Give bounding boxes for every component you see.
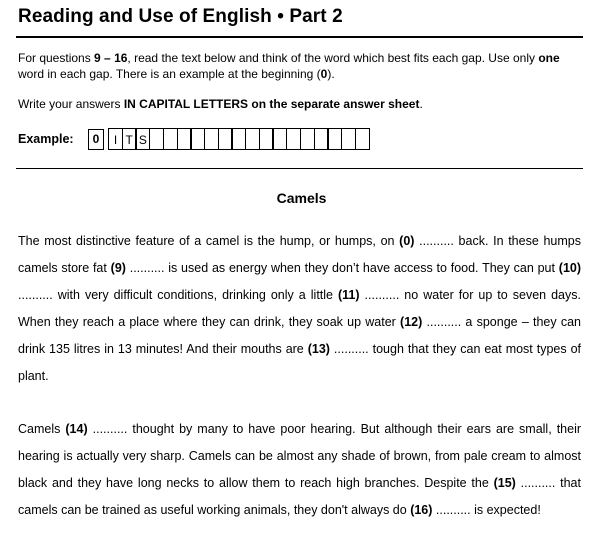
example-label: Example: (18, 132, 74, 146)
question-range: 9 – 16 (94, 51, 128, 65)
part-title: Reading and Use of English • Part 2 (18, 6, 343, 27)
gap-number: (0) (399, 234, 415, 248)
passage-text: .......... is used as energy when they don’t have access to food. They can put (125, 261, 559, 275)
passage-text: .......... no water for up to seven days. When they reach a place where they can drink, they soak up water (18, 288, 581, 329)
passage-paragraph-1 (18, 228, 581, 390)
instructions-text: . (419, 97, 423, 111)
example-letter-box: T (122, 128, 137, 150)
passage-text: The most distinctive feature of a camel is the hump, or humps, on (18, 234, 400, 248)
passage-text: .......... tough that they can eat most types of plant. (18, 342, 581, 383)
instructions-text: , read the text below and think of the word which best fits each gap. Use only (127, 51, 539, 65)
gap-number: (9) (110, 261, 126, 275)
passage-text: Camels (18, 422, 66, 436)
paragraph-text (18, 228, 581, 390)
gap-number: (11) (338, 288, 360, 302)
instructions-text: For questions (18, 51, 95, 65)
instructions-text: Write your answers (18, 97, 124, 111)
instructions-emphasis: one (538, 51, 560, 65)
example-number-box: 0 (88, 129, 104, 150)
example-letter-boxes (108, 128, 370, 150)
passage-text: .......... thought by many to have poor hearing. But although their ears are small, their hearing is actually very sharp. Camels can be almost any shade of brown, from pale cream to almost black and they have long necks to allow them to reach high branches. Despite the (18, 422, 582, 490)
instructions-emphasis: IN CAPITAL LETTERS on the separate answer sheet (123, 97, 420, 111)
passage-text: .......... back. In these humps camels store fat (18, 234, 581, 275)
instructions (18, 50, 584, 112)
passage-text: .......... that camels can be trained as useful working animals, they don't always do (18, 476, 581, 517)
passage-text: .......... is expected! (432, 503, 541, 517)
gap-number: (15) (493, 476, 516, 490)
paragraph-text (18, 416, 581, 524)
gap-number: (13) (307, 342, 330, 356)
passage-text: .......... with very difficult conditions, drinking only a little (18, 288, 338, 302)
section-divider (16, 168, 583, 169)
gap-number: (16) (410, 503, 433, 517)
instructions-line-2 (18, 96, 584, 112)
gap-number: (14) (65, 422, 88, 436)
example-letter-box: S (135, 128, 150, 150)
example-letter-box: I (108, 128, 123, 150)
passage-paragraph-2 (18, 416, 581, 524)
instructions-text: word in each gap. There is an example at the beginning ( (18, 67, 321, 81)
title-underline (16, 36, 583, 38)
text-title: Camels (276, 190, 327, 206)
passage-text: .......... a sponge – they can drink 135 litres in 13 minutes! And their mouths are (18, 315, 581, 356)
instructions-text: ). (327, 67, 335, 81)
gap-number: (10) (558, 261, 582, 275)
example-letter-box (355, 128, 370, 150)
instructions-line-1 (18, 50, 584, 82)
example-ref: 0 (320, 67, 328, 81)
example-row (18, 127, 370, 151)
gap-number: (12) (400, 315, 423, 329)
